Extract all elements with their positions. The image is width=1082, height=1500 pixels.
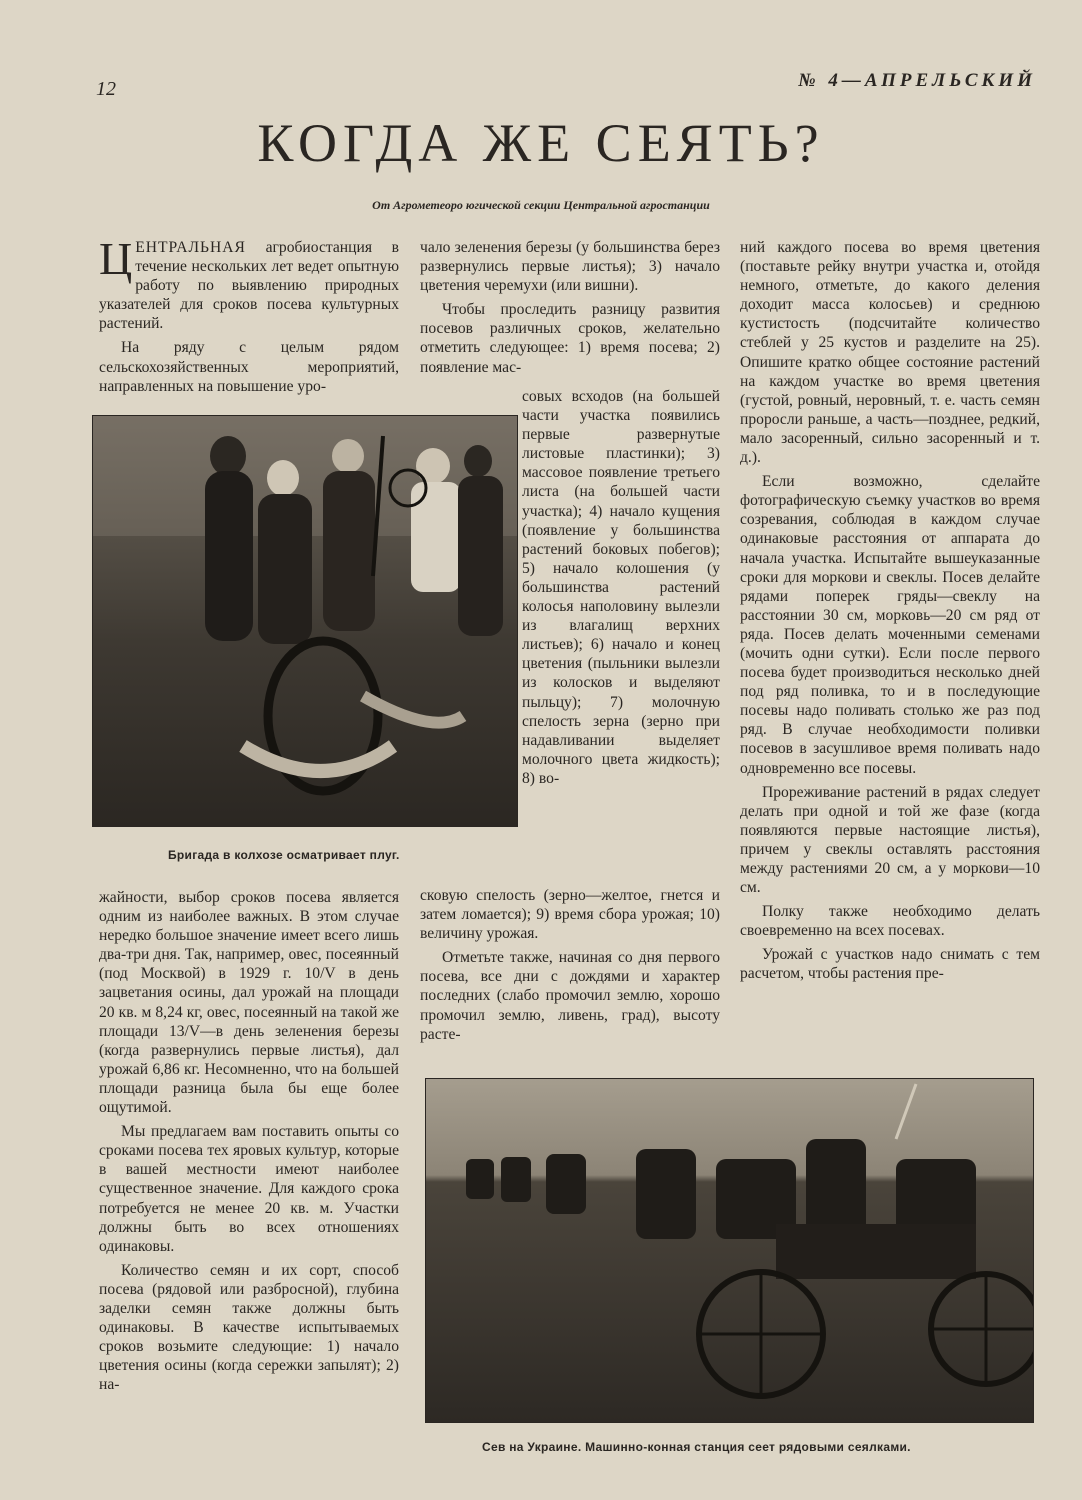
paragraph: Полку также необходимо делать своевременно на всех посевах. [740,903,1040,940]
paragraph: ний каждого посева во время цветения (поставьте рейку внутри участка и, отойдя немного, отметьте, до какого деления доходит масса колосьев) и среднюю кустистость (подсчитайте количество стеблей у 25 кустов и разделите на 25). Опишите кратко общее состояние растений на каждом участке во время цветения (густой, ровный, неровный, т. е. часть семян проросли раньше, а часть—позднее, редкий, мало засоренный, сильно засоренный и т. д.). [740,239,1040,467]
paragraph: Количество семян и их сорт, способ посева (рядовой или разбросной), глубина заделки семян также должны быть одинаковы. В качестве испытываемых сроков возьмите следующие: 1) начало цветения осины (когда сережки запылят); 2) на- [99,1261,399,1394]
article-byline: От Агрометеоро югической секции Центральной агростанции [372,198,710,212]
page-number: 12 [96,78,116,100]
article-title: КОГДА ЖЕ СЕЯТЬ? [257,113,825,173]
paragraph: Отметьте также, начиная со дня первого посева, все дни с дождями и характер последних (слабо промочил землю, хорошо промочил землю, ливень, град), высоту расте- [420,949,720,1043]
photo-brigade-plough [92,415,518,827]
drop-cap: Ц [99,233,133,284]
paragraph-lead [99,233,399,333]
column-3 [740,238,1040,989]
paragraph: Если возможно, сделайте фотографическую съемку участков во время созревания, соблюдая в каждом случае одинаковые расстояния от аппарата до начала участка. Испытайте вышеуказанные сроки для моркови и свеклы. Посев делайте рядами поперек гряды—свеклу на расстоянии 30 см, морковь—20 см ряд от ряда. Посев делать моченными семенами (мочить одни сутки). Если после первого посева будет производиться несколько дней под ряд поливка, то и в последующие посевы надо поливать столько же раз под ряд. В случае необходимости поливки посевов в засушливое время поливать надо одновременно все посевы. [740,473,1040,777]
paragraph: сковую спелость (зерно—желтое, гнется и затем ломается); 9) время сбора урожая; 10) величину урожая. [420,887,720,943]
photo-caption: Бригада в колхозе осматривает плуг. [168,848,400,862]
photo-sowing-ukraine-image [426,1079,1033,1422]
photo-brigade-plough-image [93,416,517,826]
lead-word: ЕНТРАЛЬНАЯ [135,239,246,256]
paragraph: чало зеленения березы (у большинства берез развернулись первые листья); 3) начало цветения черемухи (или вишни). [420,239,720,295]
column-2-bottom [420,886,720,1049]
column-2-top [420,238,720,382]
column-2-narrow [522,387,720,793]
paragraph: Урожай с участков надо снимать с тем расчетом, чтобы растения пре- [740,946,1040,983]
column-1-bottom [99,888,399,1399]
paragraph: Мы предлагаем вам поставить опыты со сроками посева тех яровых культур, которые в вашей местности имеют наиболее существенное значение. Для каждого срока потребуется не менее 20 кв. м. Участки должны быть во всех отношениях одинаковы. [99,1123,399,1255]
paragraph: Чтобы проследить разницу развития посевов различных сроков, желательно отметить следующее: 1) время посева; 2) появление мас- [420,301,720,376]
paragraph: жайности, выбор сроков посева является одним из наиболее важных. В этом случае нередко большое значение имеет всего лишь два-три дня. Так, например, овес, посеянный (под Москвой) в 1929 г. 10/V в день зацветания осины, дал урожай на площади 20 кв. м 8,24 кг, овес, посеянный на такой же площади 13/V—в день зеленения березы (когда развернулись первые листья), дал урожай 6,86 кг. Несомненно, что на большей площади разница была бы еще более ощутимой. [99,889,399,1117]
photo-caption: Сев на Украине. Машинно-конная станция сеет рядовыми сеялками. [482,1440,911,1454]
paragraph: совых всходов (на большей части участка появились первые развернутые листовые пластинки); 3) массовое появление третьего листа (на большей части участка); 4) начало кущения (появление у большинства растений боковых побегов); 5) начало колошения (у большинства растений колосья наполовину вылезли из влагалищ верхних листьев); 6) начало и конец цветения (пыльники вылезли из колосков и выделяют пыльцу); 7) молочную спелость зерна (зерно при надавливании выделяет молочного цвета жидкость); 8) во- [522,388,720,787]
issue-label: № 4—АПРЕЛЬСКИЙ [798,70,1036,91]
paragraph: Прореживание растений в рядах следует делать при одной и той же фазе (когда появляются первые настоящие листья), причем у свеклы оставлять расстояния между растениями 20 см, а у моркови—10 см. [740,783,1040,897]
photo-sowing-ukraine [425,1078,1034,1423]
column-1-top [99,233,399,401]
paragraph-text: агробиостанция в течение нескольких лет ведет опытную работу по выявлению природных указателей для сроков посева культурных растений. [99,239,399,333]
paragraph: На ряду с целым рядом сельскохозяйственных мероприятий, направленных на повышение уро- [99,339,399,395]
